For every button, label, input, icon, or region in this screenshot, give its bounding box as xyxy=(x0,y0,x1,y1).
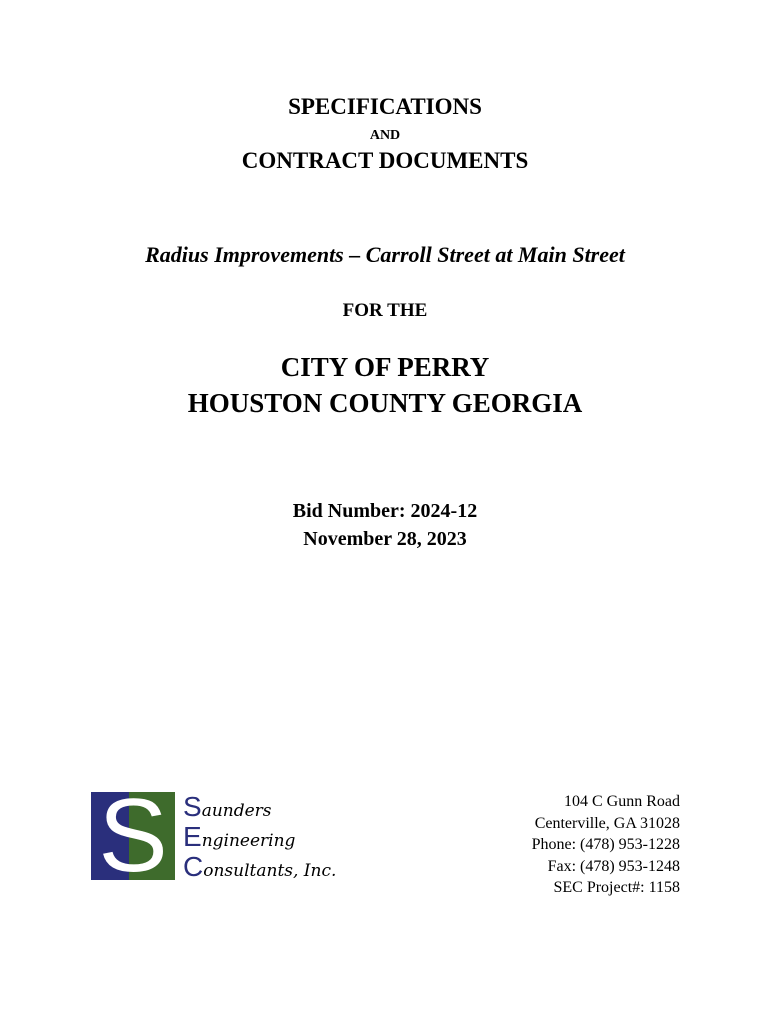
logo-line-saunders xyxy=(183,792,353,822)
logo-line-consultants xyxy=(183,852,353,882)
address-phone: Phone: (478) 953-1228 xyxy=(531,836,680,853)
logo-rest: aunders xyxy=(201,801,272,821)
owner-county: HOUSTON COUNTY GEORGIA xyxy=(187,388,583,418)
logo-cap: C xyxy=(183,851,204,882)
logo-rest: onsultants, Inc. xyxy=(203,861,337,881)
title-contract-documents: CONTRACT DOCUMENTS xyxy=(241,148,529,173)
company-logo xyxy=(91,792,341,882)
logo-letter: S xyxy=(98,792,168,880)
address-fax: Fax: (478) 953-1248 xyxy=(547,857,680,875)
logo-cap: S xyxy=(183,791,202,822)
address-sec-project: SEC Project#: 1158 xyxy=(553,879,680,896)
bid-date: November 28, 2023 xyxy=(303,528,467,550)
logo-rest: ngineering xyxy=(201,831,296,851)
for-the-label: FOR THE xyxy=(342,300,428,321)
title-specifications: SPECIFICATIONS xyxy=(288,94,482,119)
project-name: Radius Improvements – Carroll Street at Main Street xyxy=(145,242,625,267)
bid-number: Bid Number: 2024-12 xyxy=(292,500,478,522)
title-and: AND xyxy=(369,128,401,143)
logo-line-engineering xyxy=(183,822,353,852)
address-city: Centerville, GA 31028 xyxy=(534,814,680,832)
company-address xyxy=(532,791,680,899)
logo-cap: E xyxy=(183,821,202,852)
logo-mark xyxy=(91,792,175,880)
address-street: 104 C Gunn Road xyxy=(564,793,680,810)
owner-city: CITY OF PERRY xyxy=(280,352,490,382)
